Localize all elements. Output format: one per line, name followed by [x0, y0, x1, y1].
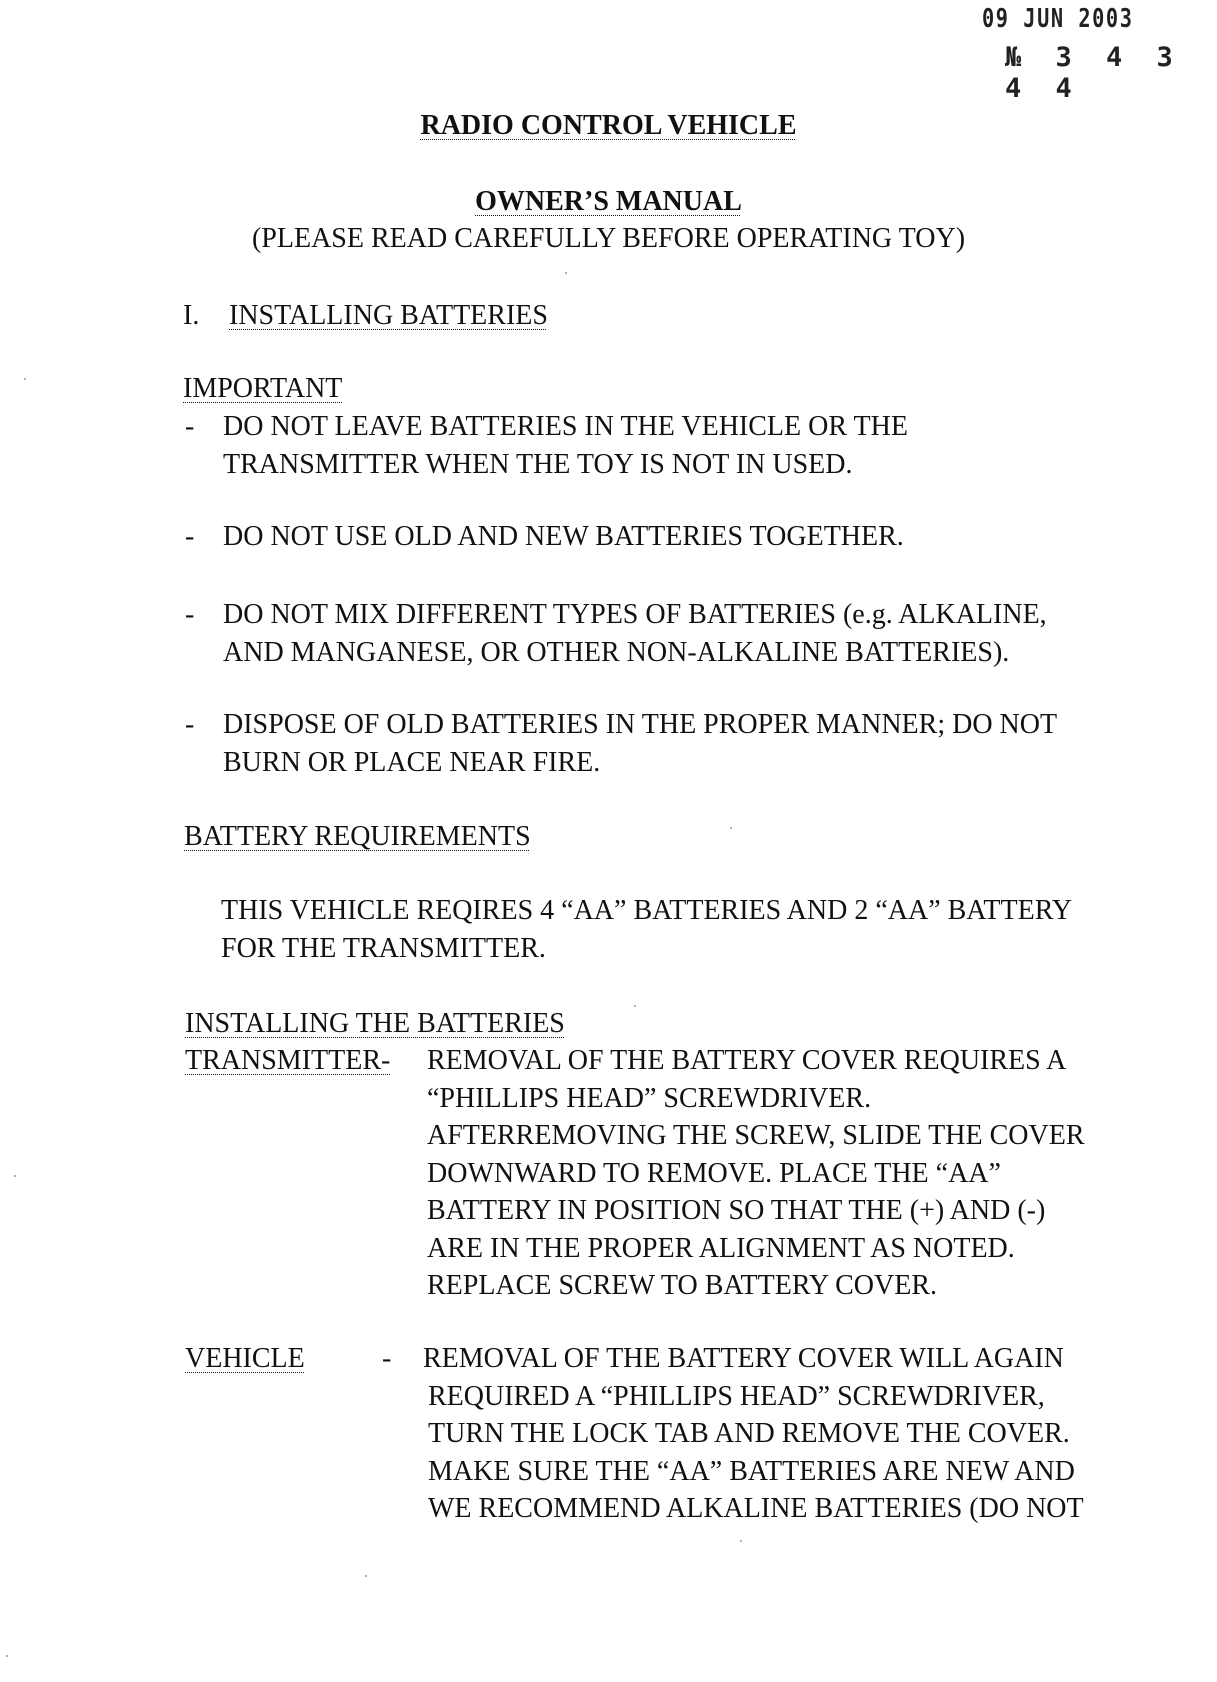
date-stamp: 09 JUN 2003: [982, 4, 1134, 34]
vehicle-line-4: MAKE SURE THE “AA” BATTERIES ARE NEW AND: [428, 1456, 1075, 1487]
transmitter-line-2: “PHILLIPS HEAD” SCREWDRIVER.: [427, 1083, 872, 1114]
reading-notice: (PLEASE READ CAREFULLY BEFORE OPERATING TOY): [251, 223, 966, 254]
important-heading: IMPORTANT: [183, 373, 343, 404]
scan-speck: [730, 827, 732, 829]
scan-speck: [565, 272, 567, 274]
important-item-1-line-1: DO NOT LEAVE BATTERIES IN THE VEHICLE OR THE: [223, 411, 908, 442]
document-subtitle: OWNER’S MANUAL: [475, 186, 742, 217]
transmitter-line-6: ARE IN THE PROPER ALIGNMENT AS NOTED.: [427, 1233, 1015, 1264]
transmitter-label: TRANSMITTER-: [185, 1045, 391, 1076]
requirements-line-2: FOR THE TRANSMITTER.: [221, 933, 546, 964]
transmitter-line-3: AFTERREMOVING THE SCREW, SLIDE THE COVER: [427, 1120, 1085, 1151]
requirements-line-1: THIS VEHICLE REQIRES 4 “AA” BATTERIES AND 2 “AA” BATTERY: [221, 895, 1073, 926]
scan-speck: [14, 1175, 16, 1177]
vehicle-line-3: TURN THE LOCK TAB AND REMOVE THE COVER.: [428, 1418, 1070, 1449]
section-numeral: I.: [183, 300, 200, 331]
scan-speck: [740, 1540, 742, 1542]
transmitter-line-5: BATTERY IN POSITION SO THAT THE (+) AND (-): [427, 1195, 1046, 1226]
bullet-mark: -: [185, 521, 195, 552]
transmitter-line-4: DOWNWARD TO REMOVE. PLACE THE “AA”: [427, 1158, 1001, 1189]
vehicle-line-1: REMOVAL OF THE BATTERY COVER WILL AGAIN: [423, 1343, 1064, 1374]
important-item-2-line-1: DO NOT USE OLD AND NEW BATTERIES TOGETHER.: [223, 521, 904, 552]
scan-speck: [365, 1575, 367, 1577]
important-item-3-line-1: DO NOT MIX DIFFERENT TYPES OF BATTERIES (e.g. ALKALINE,: [223, 599, 1047, 630]
scan-speck: [24, 378, 26, 380]
scan-speck: [634, 1005, 636, 1007]
number-stamp: № 3 4 3 4 4: [1005, 42, 1182, 104]
battery-requirements-heading: BATTERY REQUIREMENTS: [184, 821, 531, 852]
transmitter-line-7: REPLACE SCREW TO BATTERY COVER.: [427, 1270, 938, 1301]
vehicle-line-5: WE RECOMMEND ALKALINE BATTERIES (DO NOT: [428, 1493, 1084, 1524]
important-item-3-line-2: AND MANGANESE, OR OTHER NON-ALKALINE BATTERIES).: [223, 637, 1010, 668]
bullet-mark: -: [185, 709, 195, 740]
scan-speck: [6, 1655, 8, 1657]
important-item-1-line-2: TRANSMITTER WHEN THE TOY IS NOT IN USED.: [223, 449, 853, 480]
vehicle-label: VEHICLE: [185, 1343, 305, 1374]
installing-heading: INSTALLING THE BATTERIES: [185, 1008, 565, 1039]
document-title: RADIO CONTROL VEHICLE: [420, 110, 797, 141]
transmitter-line-1: REMOVAL OF THE BATTERY COVER REQUIRES A: [427, 1045, 1067, 1076]
vehicle-line-2: REQUIRED A “PHILLIPS HEAD” SCREWDRIVER,: [428, 1381, 1045, 1412]
vehicle-dash: -: [382, 1343, 392, 1374]
bullet-mark: -: [185, 599, 195, 630]
section-heading: INSTALLING BATTERIES: [229, 300, 548, 331]
important-item-4-line-2: BURN OR PLACE NEAR FIRE.: [223, 747, 601, 778]
bullet-mark: -: [185, 411, 195, 442]
important-item-4-line-1: DISPOSE OF OLD BATTERIES IN THE PROPER MANNER; DO NOT: [223, 709, 1058, 740]
